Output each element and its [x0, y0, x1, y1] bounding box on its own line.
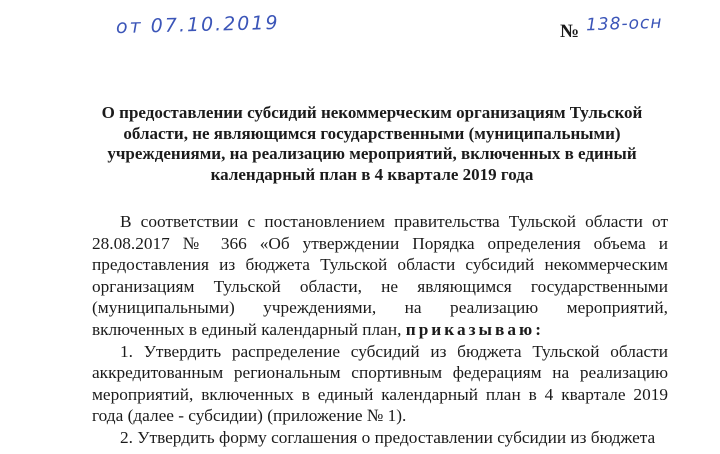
document-date: от 07.10.2019 — [115, 11, 280, 39]
title-line: области, не являющимся государственными (муниципальными) — [123, 123, 621, 143]
document-title — [92, 103, 652, 185]
number-label: № — [560, 21, 580, 42]
item-paragraph: 2. Утвердить форму соглашения о предоставлении субсидии из бюджета — [120, 427, 656, 447]
order-word: приказываю: — [405, 319, 544, 339]
document-body — [92, 211, 668, 449]
title-line: календарный план в 4 квартале 2019 года — [210, 164, 534, 184]
document-number: 138-осн — [585, 12, 663, 36]
item-paragraph: 1. Утвердить распределение субсидий из бюджета Тульской области аккредитованным региональным спортивным федерациям на реализацию мероприятий, включенных в единый календарный план в 4 квартале 2019 года (далее - субсидии) (приложение № 1). — [92, 341, 668, 426]
preamble-text: В соответствии с постановлением правительства Тульской области от 28.08.2017 № 366 «Об утверждении Порядка определения объема и предоставления из бюджета Тульской области субсидий некоммерческим организациям Тульской области, не являющимся государственными (муниципальными) учреждениями, на реализацию мероприятий, включенных в единый календарный план, — [92, 212, 668, 339]
preamble-paragraph — [92, 211, 668, 341]
title-line: учреждениями, на реализацию мероприятий, включенных в единый — [107, 144, 637, 163]
title-line: О предоставлении субсидий некоммерческим организациям Тульской — [101, 103, 643, 122]
